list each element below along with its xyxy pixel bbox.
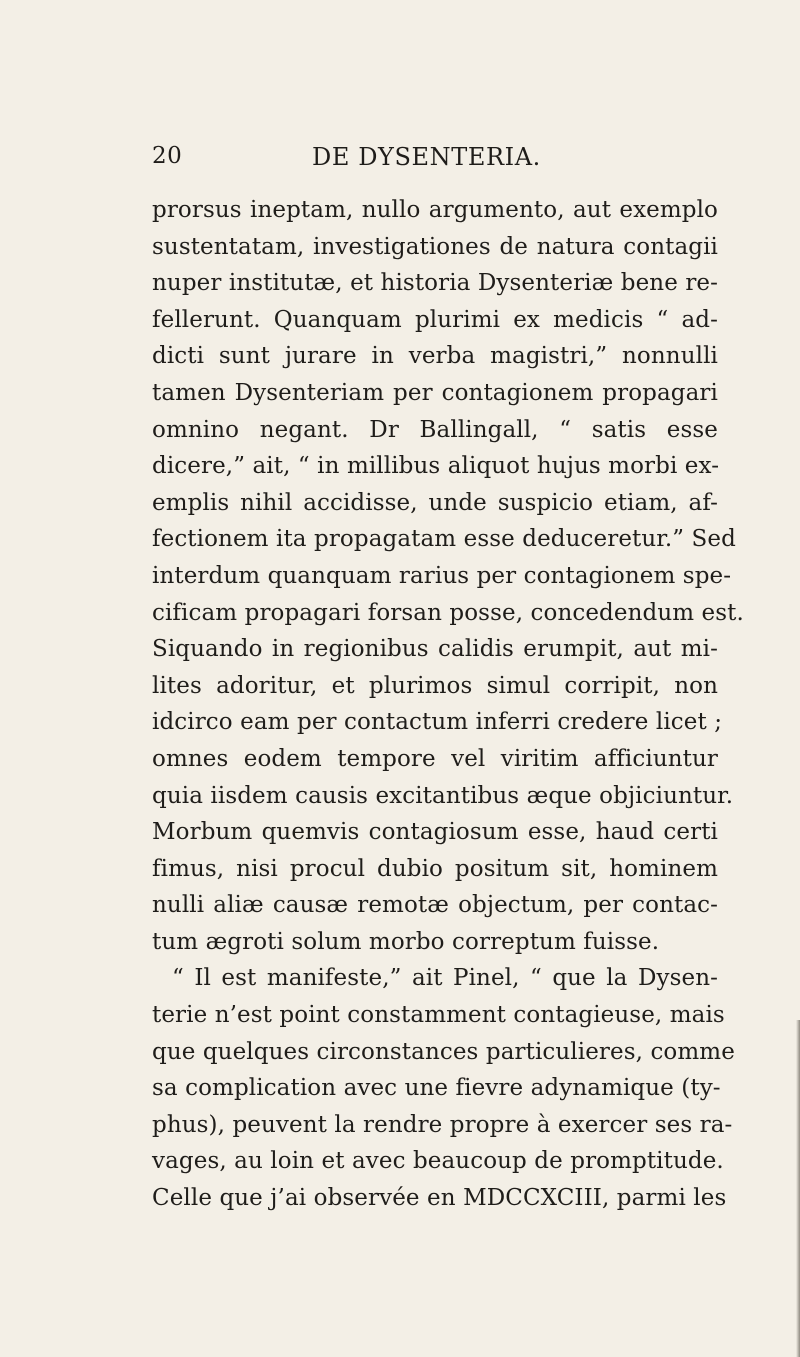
text-line: omnino negant. Dr Ballingall, “ satis esse [152,416,718,443]
text-line: Celle que j’ai observée en MDCCXCIII, parmi les [152,1185,727,1212]
text-line: que quelques circonstances particulieres, comme [152,1038,735,1065]
text-line: tum ægroti solum morbo correptum fuisse. [152,928,660,955]
text-line: phus), peuvent la rendre propre à exercer ses ra- [152,1111,733,1138]
text-line: tamen Dysenteriam per contagionem propagari [152,379,718,406]
text-line: omnes eodem tempore vel viritim afficiuntur [152,745,718,772]
text-line: interdum quanquam rarius per contagionem spe- [152,562,732,589]
text-line: fectionem ita propagatam esse deduceretur.” Sed [152,526,736,553]
text-line: nuper institutæ, et historia Dysenteriæ bene re- [152,270,719,297]
text-line: prorsus ineptam, nullo argumento, aut exemplo [152,197,718,223]
text-line: quia iisdem causis excitantibus æque objiciuntur. [152,782,734,809]
text-line: dicere,” ait, “ in millibus aliquot hujus morbi ex- [152,453,720,480]
text-line: nulli aliæ causæ remotæ objectum, per contac- [152,892,718,919]
running-title: DE DYSENTERIA. [312,143,541,171]
text-line: sustentatam, investigationes de natura contagii [152,233,718,260]
text-line: Morbum quemvis contagiosum esse, haud certi [152,819,718,846]
text-line: dicti sunt jurare in verba magistri,” nonnulli [152,343,718,370]
text-line: vages, au loin et avec beaucoup de promptitude. [152,1148,724,1175]
text-line: lites adoritur, et plurimos simul corripit, non [152,672,718,699]
page-edge-shadow [796,1020,800,1357]
text-line: terie n’est point constamment contagieuse, mais [152,1002,725,1029]
text-line: “ Il est manifeste,” ait Pinel, “ que la Dysen- [172,965,718,992]
text-line: cificam propagari forsan posse, concedendum est. [152,599,744,626]
text-line: Siquando in regionibus calidis erumpit, aut mi- [152,636,718,663]
running-head [152,143,712,175]
text-line: fimus, nisi procul dubio positum sit, hominem [152,855,718,882]
text-line: fellerunt. Quanquam plurimi ex medicis “ ad- [152,306,718,333]
body-text [152,192,744,1217]
text-line: idcirco eam per contactum inferri credere licet ; [152,709,723,736]
text-line: sa complication avec une fievre adynamique (ty- [152,1075,721,1102]
page-number: 20 [152,143,183,169]
text-line: emplis nihil accidisse, unde suspicio etiam, af- [152,489,718,516]
